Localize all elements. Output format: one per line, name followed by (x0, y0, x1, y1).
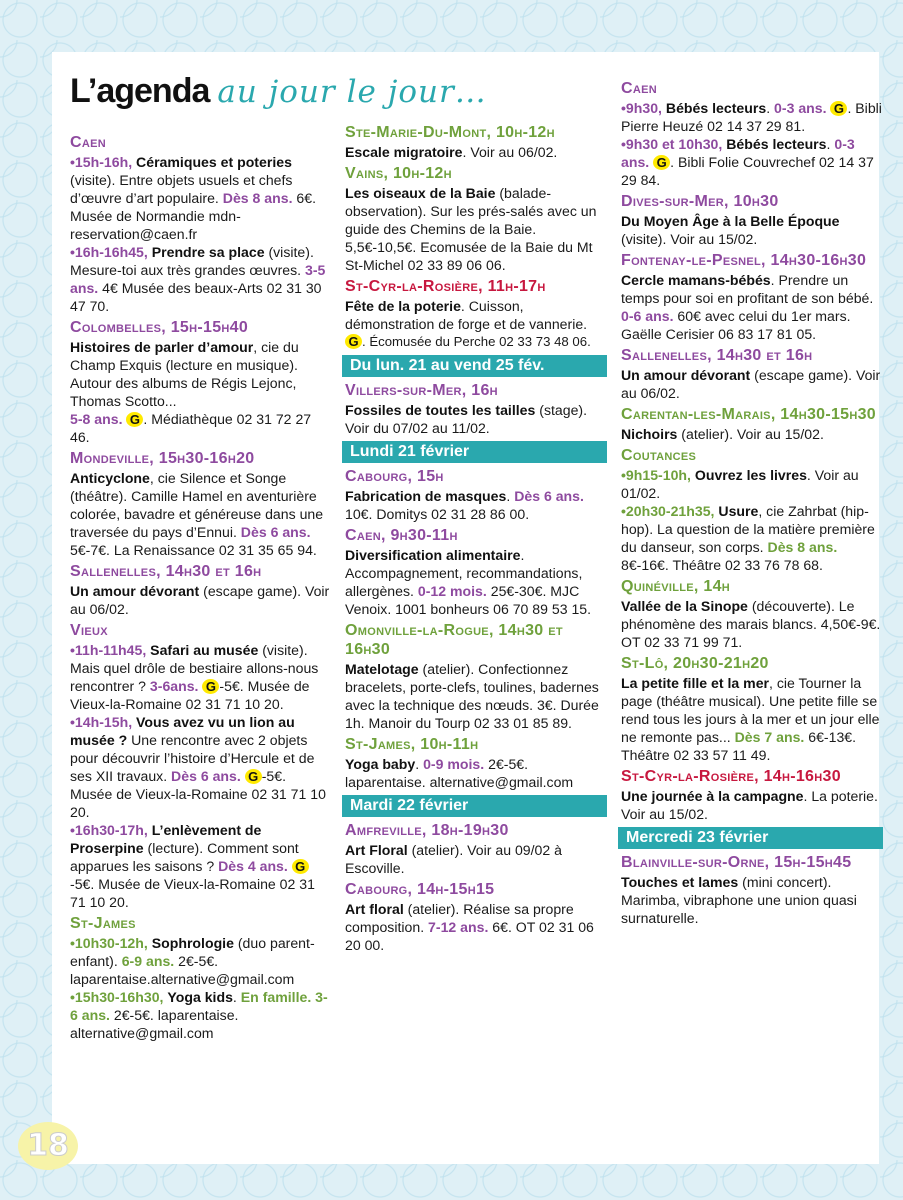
event-villers: Villers-sur-Mer, 16h Fossiles de toutes les tailles (stage). Voir du 07/02 au 11/02. (345, 382, 588, 436)
event-vieux: Vieux •11h-11h45, Safari au musée (visite). Mais quel drôle de bestiaire allons-nous rencontrer ? 3-6ans. G -5€. Musée de Vieux-la-Romaine 02 31 71 10 20. •14h-15h, Vous avez vu un lion au musée ? Une rencontre avec 2 objets pour découvrir l’histoire d’Hercule et de ses XII travaux. Dès 6 ans. G -5€. Musée de Vieux-la-Romaine 02 31 71 10 20. •16h30-17h, L’enlèvement de Proserpine (lecture). Comment sont apparues les saisons ? Dès 4 ans. G-5€. Musée de Vieux-la-Romaine 02 31 71 10 20. (70, 622, 326, 910)
event-blainville: Blainville-sur-Orne, 15h-15h45 Touches et lames (mini concert). Marimba, vibraphone une union quasi surnaturelle. (621, 854, 857, 926)
event-st-james: St-James, 10h-11h Yoga baby. 0-9 mois. 2€-5€. laparentaise. alternative@gmail.com (345, 736, 574, 790)
event-ste-marie: Ste-Marie-Du-Mont, 10h-12h Escale migratoire. Voir au 06/02. (345, 124, 558, 160)
page-number: 18 (18, 1122, 78, 1170)
free-icon: G (345, 334, 362, 349)
event-fontenay: Fontenay-le-Pesnel, 14h30-16h30 Cercle mamans-bébés. Prendre un temps pour soi en profitant de son bébé. 0-6 ans. 60€ avec celui du 1er mars. Gaëlle Cerisier 06 83 17 81 05. (621, 252, 874, 342)
event-colombelles: Colombelles, 15h-15h40 Histoires de parler d’amour, cie du Champ Exquis (lecture en musique). Autour des albums de Régis Lejonc, Thomas Scotto... 5-8 ans. G . Médiathèque 02 31 72 27 46. (70, 319, 312, 445)
event-sallenelles: Sallenelles, 14h30 et 16h Un amour dévorant (escape game). Voir au 06/02. (70, 563, 330, 617)
day-header: Mercredi 23 février (618, 827, 883, 849)
event-cabourg-2: Cabourg, 14h-15h15 Art floral (atelier). Réalise sa propre composition. 7-12 ans. 6€. OT 02 31 06 20 00. (345, 881, 594, 953)
event-quineville: Quinéville, 14h Vallée de la Sinope (découverte). Le phénomène des marais blancs. 4,50€-9€. OT 02 33 71 99 71. (621, 578, 881, 650)
event-st-lo: St-Lô, 20h30-21h20 La petite fille et la mer, cie Tourner la page (théâtre musical). Une petite fille se rend tous les jours à la mer et un jour elle ne remonte pas... Dès 7 ans. 6€-13€. Théâtre 02 33 57 11 49. (621, 655, 880, 763)
column-3 (621, 76, 883, 930)
event-st-cyr: St-Cyr-la-Rosière, 14h-16h30 Une journée à la campagne. La poterie. Voir au 15/02. (621, 768, 878, 822)
event-amfreville: Amfreville, 18h-19h30 Art Floral (atelier). Voir au 09/02 à Escoville. (345, 822, 562, 876)
day-header: Mardi 22 février (342, 795, 607, 817)
event-caen: Caen •9h30, Bébés lecteurs. 0-3 ans. G . Bibli Pierre Heuzé 02 14 37 29 81. •9h30 et 10h30, Bébés lecteurs. 0-3 ans. G . Bibli Folie Couvrechef 02 14 37 29 84. (621, 80, 882, 188)
free-icon: G (830, 101, 847, 116)
event-dives: Dives-sur-Mer, 10h30 Du Moyen Âge à la Belle Époque (visite). Voir au 15/02. (621, 193, 840, 247)
column-2 (345, 120, 607, 957)
day-header: Du lun. 21 au vend 25 fév. (342, 355, 607, 377)
event-caen: Caen, 9h30-11h Diversification alimentaire. Accompagnement, recommandations, allergènes. 0-12 mois. 25€-30€. MJC Venoix. 1001 bonheurs 06 70 89 53 15. (345, 527, 592, 617)
event-omonville: Omonville-la-Rogue, 14h30 et 16h30 Matelotage (atelier). Confectionnez bracelets, porte-clefs, toulines, badernes avec la technique des nœuds. 3€. Durée 1h. Manoir du Tourp 02 33 01 85 89. (345, 622, 599, 731)
event-mondeville: Mondeville, 15h30-16h20 Anticyclone, cie Silence et Songe (théâtre). Camille Hamel en aventurière colorée, bavadre et généreuse dans une traversée du pays d’Ennui. Dès 6 ans. 5€-7€. La Renaissance 02 31 35 65 94. (70, 450, 324, 558)
event-st-james: St-James •10h30-12h, Sophrologie (duo parent-enfant). 6-9 ans. 2€-5€. laparentaise.alternative@gmail.com •15h30-16h30, Yoga kids. En famille. 3-6 ans. 2€-5€. laparentaise. alternative@gmail.com (70, 915, 328, 1041)
free-icon: G (245, 769, 262, 784)
free-icon: G (653, 155, 670, 170)
event-sallenelles: Sallenelles, 14h30 et 16h Un amour dévorant (escape game). Voir au 06/02. (621, 347, 881, 401)
page-title: L’agenda au jour le jour… (70, 72, 487, 110)
free-icon: G (126, 412, 143, 427)
column-1 (70, 130, 332, 1045)
free-icon: G (292, 859, 309, 874)
event-st-cyr: St-Cyr-la-Rosière, 11h-17h Fête de la poterie. Cuisson, démonstration de forge et de vannerie. G . Écomusée du Perche 02 33 73 48 06. (345, 278, 591, 349)
free-icon: G (202, 679, 219, 694)
agenda-page (52, 52, 882, 1164)
day-header: Lundi 21 février (342, 441, 607, 463)
event-coutances: Coutances •9h15-10h, Ouvrez les livres. Voir au 01/02. •20h30-21h35, Usure, cie Zahrbat (hip-hop). La question de la matière première du danseur, son corps. Dès 8 ans. 8€-16€. Théâtre 02 33 76 78 68. (621, 447, 875, 573)
event-caen: Caen •15h-16h, Céramiques et poteries (visite). Entre objets usuels et chefs d’œuvre d’art populaire. Dès 8 ans. 6€. Musée de Normandie mdn-reservation@caen.fr •16h-16h45, Prendre sa place (visite). Mesure-toi aux très grandes œuvres. 3-5 ans. 4€ Musée des beaux-Arts 02 31 30 47 70. (70, 134, 326, 314)
event-cabourg: Cabourg, 15h Fabrication de masques. Dès 6 ans. 10€. Domitys 02 31 28 86 00. (345, 468, 584, 522)
event-vains: Vains, 10h-12h Les oiseaux de la Baie (balade-observation). Sur les prés-salés avec un guide des Chemins de la Baie. 5,5€-10,5€. Ecomusée de la Baie du Mt St-Michel 02 33 89 06 06. (345, 165, 597, 273)
event-carentan: Carentan-les-Marais, 14h30-15h30 Nichoirs (atelier). Voir au 15/02. (621, 406, 877, 442)
